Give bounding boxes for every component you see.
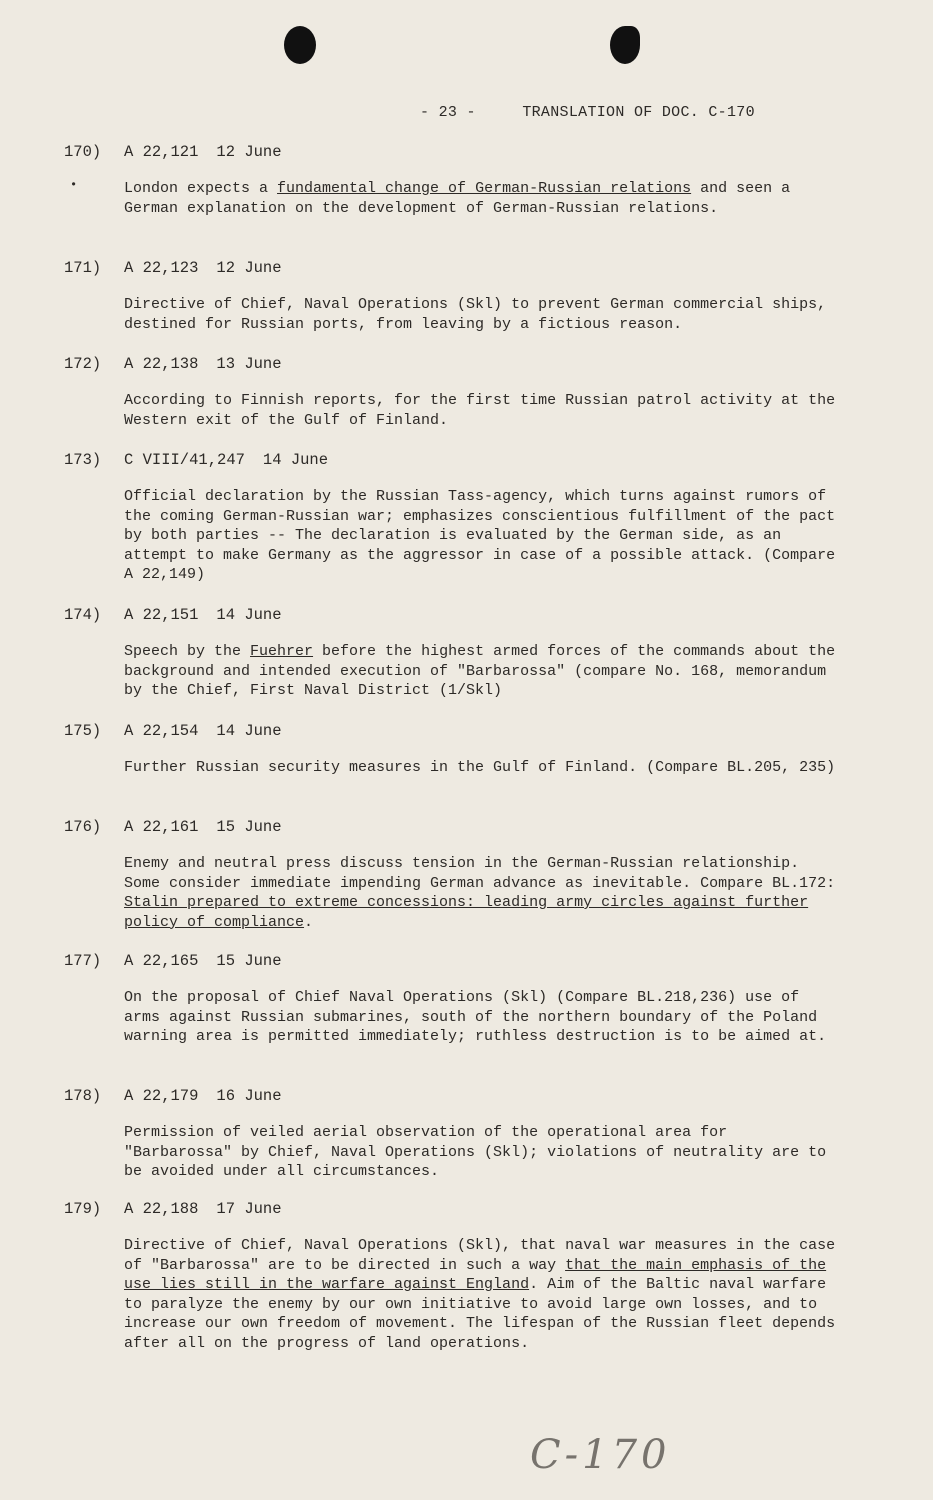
entry-body: Further Russian security measures in the Gulf of Finland. (Compare BL.205, 235) — [124, 759, 836, 776]
entry-ref: A 22,121 — [124, 143, 199, 161]
entry-date: 17 June — [216, 1200, 282, 1218]
entry-body: Directive of Chief, Naval Operations (Skl) to prevent German commercial ships, destined for Russian ports, from leaving by a fictious reason. — [124, 296, 827, 333]
entry-number: 172) — [64, 355, 102, 373]
entry-date: 12 June — [216, 143, 282, 161]
entry-number: 176) — [64, 818, 102, 836]
entry-body: Speech by the Fuehrer before the highest armed forces of the commands about the background and intended execution of "Barbarossa" (compare No. 168, memorandum by the Chief, First Naval District (1/Skl) — [124, 643, 836, 699]
entry-178 — [64, 1085, 854, 1182]
entry-171 — [64, 257, 854, 334]
entry-body: Enemy and neutral press discuss tension in the German-Russian relationship. Some consider immediate impending German advance as inevitable. Compare BL.172: Stalin prepared to extreme concessions: leading army circles against further policy of compliance. — [124, 855, 836, 931]
entry-body: Official declaration by the Russian Tass-agency, which turns against rumors of the coming German-Russian war; emphasizes conscientious fulfillment of the pact by both parties -- The declaration is evaluated by the German side, as an attempt to make Germany as the aggressor in case of a possible attack. (Compare A 22,149) — [124, 488, 836, 583]
punch-hole-left — [284, 26, 316, 64]
entry-number: 170) — [64, 143, 102, 161]
entry-date: 14 June — [216, 606, 282, 624]
entry-ref: A 22,154 — [124, 722, 199, 740]
entry-body: On the proposal of Chief Naval Operations (Skl) (Compare BL.218,236) use of arms against Russian submarines, south of the northern boundary of the Poland warning area is permitted immediately; ruthless destruction is to be aimed at. — [124, 989, 827, 1045]
entry-173 — [64, 449, 854, 585]
entry-172 — [64, 353, 854, 430]
entry-175 — [64, 720, 854, 778]
entry-body: Directive of Chief, Naval Operations (Skl), that naval war measures in the case of "Barbarossa" are to be directed in such a way that the main emphasis of the use lies still in the warfare against England. Aim of the Baltic naval warfare to paralyze the enemy by our own initiative to avoid large own losses, and to increase our own freedom of movement. The lifespan of the Russian fleet depends after all on the progress of land operations. — [124, 1237, 836, 1352]
entry-body: London expects a fundamental change of German-Russian relations and seen a German explanation on the development of German-Russian relations. — [124, 180, 791, 217]
page-number: - 23 - — [420, 104, 476, 121]
handwritten-doc-number: C-170 — [530, 1432, 671, 1478]
entry-number: 177) — [64, 952, 102, 970]
entry-date: 13 June — [216, 355, 282, 373]
page-header — [420, 104, 755, 121]
entry-ref: A 22,161 — [124, 818, 199, 836]
entry-176 — [64, 816, 854, 932]
punch-hole-right — [610, 26, 640, 64]
entry-date: 12 June — [216, 259, 282, 277]
entry-date: 14 June — [262, 451, 329, 469]
margin-mark: • — [70, 178, 78, 192]
entry-ref: A 22,138 — [124, 355, 199, 373]
entry-ref: A 22,151 — [124, 606, 199, 624]
entry-ref: A 22,179 — [124, 1087, 199, 1105]
entry-ref: A 22,188 — [124, 1200, 199, 1218]
entry-date: 16 June — [216, 1087, 282, 1105]
entry-179 — [64, 1198, 854, 1353]
entry-body: According to Finnish reports, for the first time Russian patrol activity at the Western exit of the Gulf of Finland. — [124, 392, 836, 429]
entry-number: 178) — [64, 1087, 102, 1105]
entry-ref: A 22,123 — [124, 259, 199, 277]
entry-number: 171) — [64, 259, 102, 277]
entry-number: 175) — [64, 722, 102, 740]
entry-date: 15 June — [216, 952, 282, 970]
entry-number: 179) — [64, 1200, 102, 1218]
entry-date: 15 June — [216, 818, 282, 836]
entry-174 — [64, 604, 854, 701]
entry-ref: A 22,165 — [124, 952, 199, 970]
entry-body: Permission of veiled aerial observation of the operational area for "Barbarossa" by Chief, Naval Operations (Skl); violations of neutrality are to be avoided under all circumstances. — [124, 1124, 827, 1180]
entry-170 — [64, 141, 854, 218]
entry-date: 14 June — [216, 722, 282, 740]
entry-ref: C VIII/41,247 — [124, 451, 245, 469]
document-title: TRANSLATION OF DOC. C-170 — [522, 104, 755, 121]
entry-177 — [64, 950, 854, 1047]
entry-number: 174) — [64, 606, 102, 624]
entry-number: 173) — [64, 451, 102, 469]
